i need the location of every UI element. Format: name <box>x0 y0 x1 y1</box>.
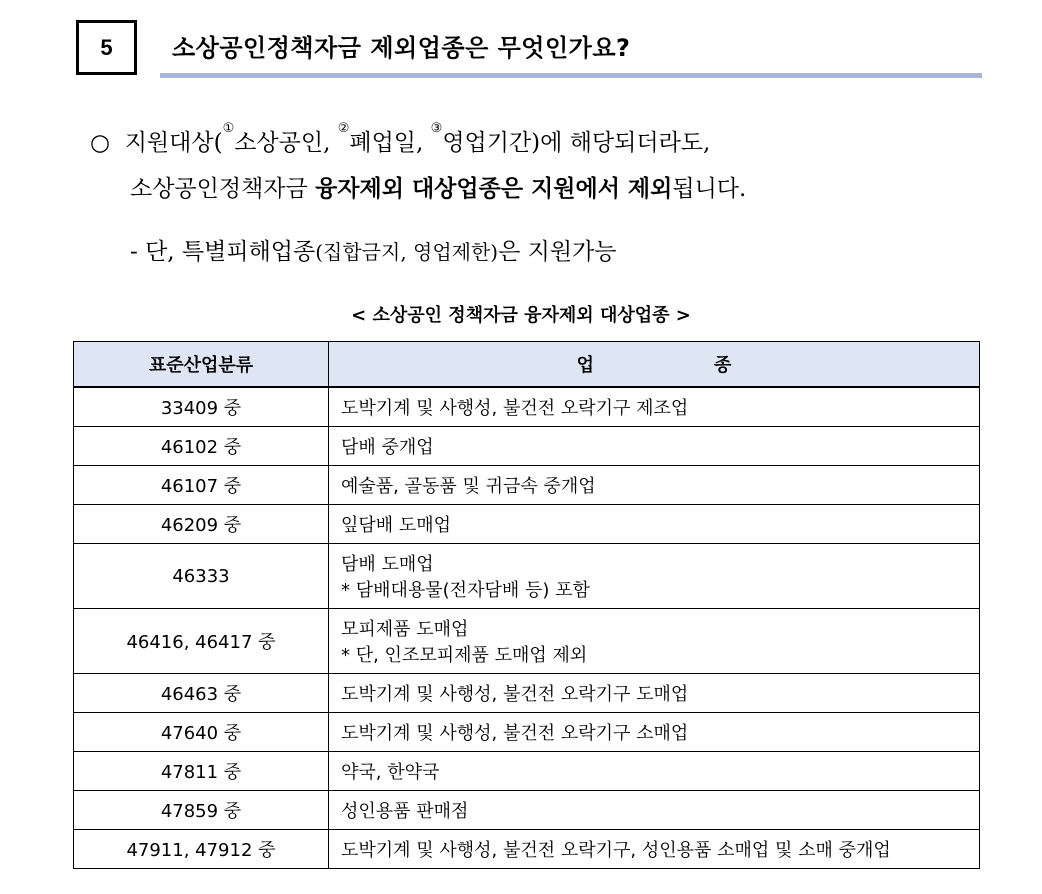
header-industry-a: 업 <box>576 355 594 376</box>
header-code: 표준산업분류 <box>74 342 329 388</box>
title-underline <box>160 73 982 78</box>
table-row <box>74 674 980 713</box>
industry-name: 도박기계 및 사행성, 불건전 오락기구, 성인용품 소매업 및 소매 중개업 <box>341 840 891 861</box>
industry-name: 도박기계 및 사행성, 불건전 오락기구 제조업 <box>341 398 689 419</box>
section-title: 소상공인정책자금 제외업종은 무엇인가요? <box>172 34 631 62</box>
industry-name: 잎담배 도매업 <box>341 515 452 536</box>
industry-code-cell: 47859 중 <box>74 791 329 830</box>
industry-code-cell: 47811 중 <box>74 752 329 791</box>
exception-post: 은 지원가능 <box>498 239 617 265</box>
exception-pre: - 단, 특별피해업종 <box>130 239 316 265</box>
industry-name-cell <box>329 505 980 544</box>
table-row <box>74 830 980 869</box>
industry-note: * 단, 인조모피제품 도매업 제외 <box>341 645 588 666</box>
industry-name: 성인용품 판매점 <box>341 801 469 822</box>
table-row <box>74 752 980 791</box>
industry-name: 모피제품 도매업 <box>341 619 469 640</box>
industry-code-cell: 46209 중 <box>74 505 329 544</box>
table-header-row <box>74 342 980 388</box>
item2-text: 폐업일, <box>349 130 424 156</box>
industry-name-cell <box>329 609 980 674</box>
exclusion-pre: 소상공인정책자금 <box>130 176 316 202</box>
industry-name: 예술품, 골동품 및 귀금속 중개업 <box>341 476 596 497</box>
item1-mark: ① <box>222 121 235 136</box>
industry-name-cell <box>329 544 980 609</box>
table-row <box>74 713 980 752</box>
table-row <box>74 544 980 609</box>
industry-code-cell: 33409 중 <box>74 387 329 427</box>
table-caption: < 소상공인 정책자금 융자제외 대상업종 > <box>351 305 691 326</box>
excluded-industries-table <box>73 341 980 869</box>
paragraph-eligibility <box>90 121 711 157</box>
table-body <box>74 387 980 869</box>
industry-name-cell <box>329 752 980 791</box>
table-row <box>74 466 980 505</box>
paragraph-exception <box>130 233 617 266</box>
table-row <box>74 609 980 674</box>
header-industry-b: 종 <box>714 355 732 376</box>
industry-name-cell <box>329 830 980 869</box>
industry-name: 도박기계 및 사행성, 불건전 오락기구 소매업 <box>341 723 689 744</box>
header-industry <box>329 342 980 388</box>
exclusion-bold: 융자제외 대상업종은 지원에서 제외 <box>315 176 673 202</box>
exclusion-post: 됩니다. <box>672 176 747 202</box>
industry-name-cell <box>329 466 980 505</box>
industry-code-cell: 47640 중 <box>74 713 329 752</box>
item1-text: 소상공인, <box>234 130 331 156</box>
industry-name-cell <box>329 674 980 713</box>
paragraph-exclusion <box>130 170 746 203</box>
industry-code-cell: 46416, 46417 중 <box>74 609 329 674</box>
section-number: 5 <box>100 34 113 60</box>
industry-name: 담배 중개업 <box>341 437 434 458</box>
industry-name: 담배 도매업 <box>341 554 434 575</box>
industry-name: 약국, 한약국 <box>341 762 440 783</box>
industry-code-cell: 47911, 47912 중 <box>74 830 329 869</box>
industry-code-cell: 46107 중 <box>74 466 329 505</box>
table-row <box>74 387 980 427</box>
table-row <box>74 791 980 830</box>
industry-name-cell <box>329 387 980 427</box>
industry-code-cell: 46333 <box>74 544 329 609</box>
table-row <box>74 427 980 466</box>
exception-paren: (집합금지, 영업제한) <box>315 240 499 264</box>
industry-code-cell: 46102 중 <box>74 427 329 466</box>
section-number-box <box>76 20 137 75</box>
industry-name-cell <box>329 791 980 830</box>
industry-note: * 담배대용물(전자담배 등) 포함 <box>341 580 590 601</box>
industry-name-cell <box>329 427 980 466</box>
industry-code-cell: 46463 중 <box>74 674 329 713</box>
item3-mark: ③ <box>430 121 443 136</box>
table-row <box>74 505 980 544</box>
bullet-circle: ○ <box>90 130 111 156</box>
industry-name-cell <box>329 713 980 752</box>
industry-name: 도박기계 및 사행성, 불건전 오락기구 도매업 <box>341 684 689 705</box>
item2-mark: ② <box>337 121 350 136</box>
item3-text: 영업기간) <box>442 130 541 156</box>
lead-text: 지원대상( <box>124 130 223 156</box>
tail-text: 에 해당되더라도, <box>540 130 711 156</box>
